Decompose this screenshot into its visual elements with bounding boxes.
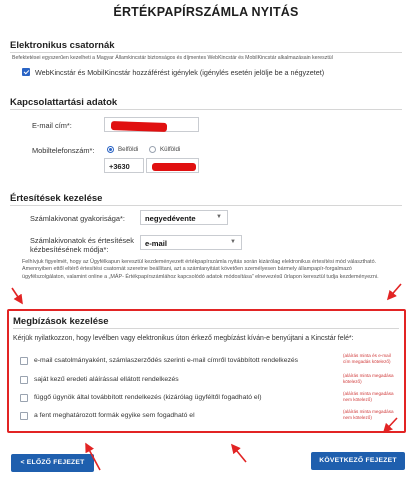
section-title-contact: Kapcsolattartási adatok	[10, 97, 118, 108]
delivery-method-value: e-mail	[145, 239, 167, 248]
order-option-email-note: (aláírás minta és e-mail cím megadás kötelező)	[343, 353, 391, 364]
section-title-orders: Megbízások kezelése	[13, 316, 109, 327]
arrow-bottom-right	[384, 418, 397, 432]
delivery-method-label-2: kézbesítésének módja*:	[30, 245, 109, 254]
page-title: ÉRTÉKPAPÍRSZÁMLA NYITÁS	[113, 5, 299, 19]
section-title-notifications: Értesítések kezelése	[10, 193, 103, 204]
order-option-email-label: e-mail csatolmányaként, számlaszerződés szerinti e-mail címről továbbított rendelkezés	[34, 357, 299, 364]
previous-chapter-button[interactable]: < ELŐZŐ FEJEZET	[11, 454, 94, 472]
arrow-bottom-left	[86, 444, 100, 470]
notification-notice: Felhívjuk figyelmét, hogy az Ügyfélkapun keresztül kezdeményezett értékpapírszámla nyitás során kizárólag elektronikus értesítési mód választható. Amennyiben ettől eltérő értesítési csatornát szeretne beállítani, azt a számlanyitást követően személyesen bármely állampapír-forgalmazó ügyfélszolgálaton, valamint online a „MÁP- Értékpapírszámlához kapcsolódó adatok módosítása” elnevezésű űrlapon keresztül tudja kezdeményezni.	[22, 259, 379, 280]
delivery-method-label: Számlakivonatok és értesítések	[30, 236, 134, 245]
chevron-down-icon: ▼	[230, 239, 236, 245]
orders-intro: Kérjük nyilatkozzon, hogy levélben vagy elektronikus úton érkező megbízást kíván-e benyújtani a Kincstár felé*:	[13, 335, 354, 342]
order-option-signature-label: saját kezű eredeti aláírással ellátott rendelkezés	[34, 376, 179, 383]
chevron-down-icon: ▼	[216, 214, 222, 220]
arrow-top-right	[388, 284, 401, 299]
electronic-description: Befektetései egyszerűen kezelheti a Magyar Államkincstár biztonságos és díjmentes WebKincstár és MobilKincstár alkalmazásain keresztül	[12, 55, 333, 61]
section-title-electronic: Elektronikus csatornák	[10, 40, 115, 51]
email-label: E-mail cím*:	[32, 121, 72, 130]
statement-frequency-value: negyedévente	[145, 214, 196, 223]
phone-label: Mobiltelefonszám*:	[32, 146, 95, 155]
order-option-none-label: a fent meghatározott formák egyike sem fogadható el	[34, 412, 195, 419]
order-option-agent-label: függő ügynök által továbbított rendelkezés (kizárólag ügyféltől fogadható el)	[34, 394, 262, 401]
statement-frequency-label: Számlakivonat gyakorisága*:	[30, 214, 125, 223]
next-chapter-button[interactable]: KÖVETKEZŐ FEJEZET	[311, 452, 405, 470]
arrow-top-left	[12, 288, 22, 303]
order-option-agent-note: (aláírás minta megadása nem kötelező)	[343, 391, 394, 402]
radio-domestic-label: Belföldi	[118, 146, 139, 153]
order-option-none-note: (aláírás minta megadása nem kötelező)	[343, 409, 394, 420]
radio-foreign-label: Külföldi	[160, 146, 181, 153]
webkincstar-checkbox-label: WebKincstár és MobilKincstár hozzáférést igénylek (igénylés esetén jelölje be a négyzetet)	[35, 68, 325, 77]
order-option-signature-note: (aláírás minta megadása kötelező)	[343, 373, 394, 384]
arrow-bottom-center	[232, 445, 246, 462]
phone-prefix-field[interactable]: +3630	[104, 158, 144, 173]
